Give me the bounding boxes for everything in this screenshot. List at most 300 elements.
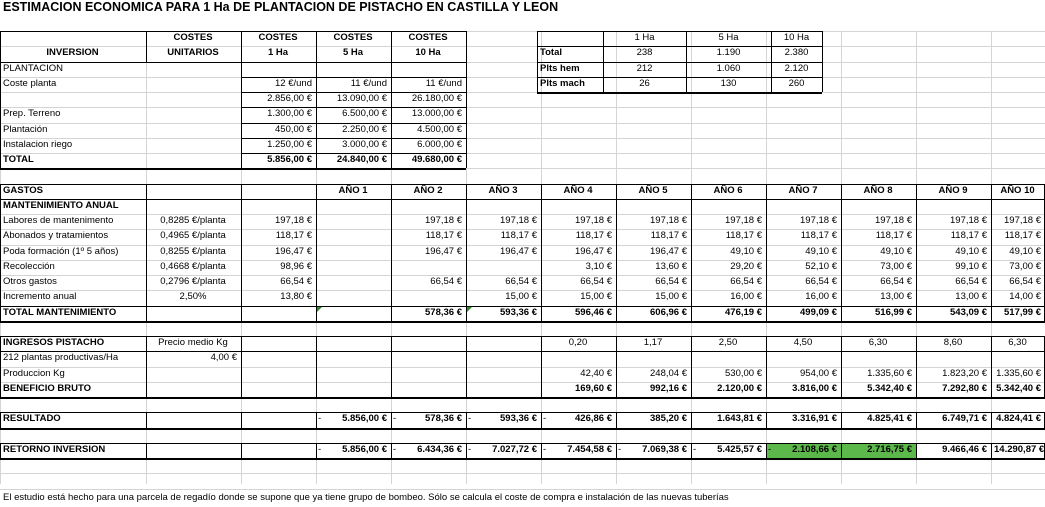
border-line bbox=[537, 46, 822, 47]
border-line bbox=[537, 31, 538, 92]
gastos-year-value[interactable]: 118,17 € bbox=[500, 230, 537, 241]
border-line bbox=[146, 31, 147, 62]
plants-header-1ha[interactable]: 1 Ha bbox=[634, 32, 655, 43]
beneficio-bruto-value[interactable]: 3.816,00 € bbox=[792, 383, 837, 394]
grid-line bbox=[0, 153, 1045, 154]
total-mantenimiento-value[interactable]: 476,19 € bbox=[725, 307, 762, 318]
negative-sign: - bbox=[693, 444, 697, 455]
gastos-year-value[interactable]: 118,17 € bbox=[1004, 230, 1041, 241]
gastos-unit-cost[interactable]: 0,8285 €/planta bbox=[160, 215, 226, 226]
border-line bbox=[0, 31, 1, 168]
gastos-base-value[interactable]: 196,47 € bbox=[275, 246, 312, 257]
beneficio-bruto-value[interactable] bbox=[469, 382, 537, 396]
gastos-base-value[interactable]: 118,17 € bbox=[275, 230, 312, 241]
gastos-year-value[interactable] bbox=[319, 229, 387, 243]
gastos-year-value[interactable]: 49,10 € bbox=[730, 246, 762, 257]
gastos-year-value[interactable] bbox=[394, 290, 462, 304]
comment-indicator-icon bbox=[467, 307, 472, 312]
gastos-year-value[interactable]: 66,54 € bbox=[730, 276, 762, 287]
header-costes-10ha[interactable]: COSTES bbox=[408, 32, 448, 43]
gastos-year-value[interactable]: 118,17 € bbox=[875, 230, 912, 241]
gastos-year-value[interactable]: 196,47 € bbox=[575, 246, 612, 257]
gastos-year-value[interactable]: 49,10 € bbox=[880, 246, 912, 257]
border-line bbox=[146, 412, 147, 428]
produccion-value[interactable]: 248,04 € bbox=[650, 368, 687, 379]
border-line bbox=[841, 412, 842, 428]
border-line bbox=[537, 31, 822, 32]
negative-sign: - bbox=[468, 444, 472, 455]
border-line bbox=[822, 31, 823, 92]
gastos-year-value[interactable]: 197,18 € bbox=[575, 215, 612, 226]
border-line bbox=[841, 184, 842, 321]
negative-sign: - bbox=[768, 444, 772, 455]
gastos-year-value[interactable]: 197,18 € bbox=[950, 215, 987, 226]
kg-per-plant[interactable]: 0,20 bbox=[568, 337, 588, 348]
kg-per-plant[interactable]: 8,60 bbox=[943, 337, 963, 348]
year-header[interactable]: AÑO 6 bbox=[713, 185, 743, 196]
border-line bbox=[991, 336, 992, 397]
inversion-value-5ha[interactable]: 24.840,00 € bbox=[336, 154, 387, 165]
plants-row-label[interactable]: Plts mach bbox=[540, 78, 585, 89]
gastos-unit-cost[interactable]: 0,4668 €/planta bbox=[160, 261, 226, 272]
border-line bbox=[691, 184, 692, 321]
mantenimiento-header[interactable]: MANTENIMIENTO ANUAL bbox=[3, 200, 119, 211]
plants-value[interactable]: 260 bbox=[788, 78, 805, 89]
gastos-year-value[interactable]: 73,00 € bbox=[1009, 261, 1041, 272]
border-line bbox=[241, 138, 466, 139]
gastos-base-value[interactable]: 66,54 € bbox=[280, 276, 312, 287]
border-line bbox=[146, 184, 147, 321]
inversion-value-1ha[interactable]: 450,00 € bbox=[275, 124, 312, 135]
header-costes-1ha[interactable]: COSTES bbox=[258, 32, 298, 43]
grid-line bbox=[0, 138, 1045, 139]
year-header[interactable]: AÑO 1 bbox=[338, 185, 368, 196]
gastos-year-value[interactable]: 15,00 € bbox=[505, 291, 537, 302]
gastos-year-value[interactable]: 197,18 € bbox=[800, 215, 837, 226]
gastos-year-value[interactable]: 196,47 € bbox=[650, 246, 687, 257]
header-costes-10ha[interactable]: 10 Ha bbox=[415, 47, 441, 58]
produccion-value[interactable]: 1.823,20 € bbox=[942, 368, 987, 379]
total-mantenimiento-value[interactable]: 516,99 € bbox=[875, 307, 912, 318]
border-line bbox=[541, 336, 542, 397]
gastos-label[interactable]: Otros gastos bbox=[3, 276, 57, 287]
border-line bbox=[0, 443, 1, 458]
border-line bbox=[537, 92, 822, 94]
plantas-productivas-label[interactable]: 212 plantas productivas/Ha bbox=[3, 352, 119, 363]
gastos-year-value[interactable]: 13,00 € bbox=[955, 291, 987, 302]
border-line bbox=[316, 184, 317, 321]
retorno-value[interactable]: 2.108,66 € bbox=[792, 444, 837, 455]
resultado-value[interactable]: 593,36 € bbox=[500, 413, 537, 424]
plants-value[interactable]: 1.190 bbox=[716, 47, 741, 58]
retorno-value[interactable]: 9.466,46 € bbox=[942, 444, 987, 455]
border-line bbox=[0, 458, 1045, 460]
precio-medio-label[interactable]: Precio medio Kg bbox=[158, 337, 228, 348]
inversion-value-1ha[interactable]: 1.300,00 € bbox=[267, 108, 312, 119]
border-line bbox=[916, 443, 917, 458]
gastos-year-value[interactable]: 13,60 € bbox=[655, 261, 687, 272]
border-line bbox=[541, 412, 542, 428]
gastos-base-value[interactable]: 197,18 € bbox=[275, 215, 312, 226]
year-header[interactable]: AÑO 4 bbox=[563, 185, 593, 196]
produccion-value[interactable]: 530,00 € bbox=[725, 368, 762, 379]
border-line bbox=[0, 184, 1, 321]
plants-value[interactable]: 238 bbox=[636, 47, 653, 58]
total-mantenimiento-label[interactable]: TOTAL MANTENIMIENTO bbox=[3, 307, 117, 318]
retorno-inversion-label[interactable]: RETORNO INVERSION bbox=[3, 444, 106, 455]
produccion-value[interactable] bbox=[319, 367, 387, 381]
border-line bbox=[991, 443, 992, 458]
gastos-year-value[interactable]: 3,10 € bbox=[585, 261, 612, 272]
produccion-value[interactable]: 1.335,60 € bbox=[996, 368, 1041, 379]
gastos-year-value[interactable]: 196,47 € bbox=[500, 246, 537, 257]
gastos-year-value[interactable]: 29,20 € bbox=[730, 261, 762, 272]
inversion-label[interactable]: TOTAL bbox=[3, 154, 34, 165]
beneficio-bruto-value[interactable]: 5.342,40 € bbox=[867, 383, 912, 394]
border-line bbox=[0, 336, 1, 397]
header-costes-unitarios[interactable]: COSTES bbox=[173, 32, 213, 43]
border-line bbox=[391, 184, 392, 321]
beneficio-bruto-value[interactable] bbox=[394, 382, 462, 396]
border-line bbox=[0, 428, 1045, 430]
border-line bbox=[391, 443, 392, 458]
gastos-label[interactable]: Incremento anual bbox=[3, 291, 77, 302]
produccion-label[interactable]: Produccion Kg bbox=[3, 368, 65, 379]
retorno-value[interactable]: 6.434,36 € bbox=[417, 444, 462, 455]
negative-sign: - bbox=[468, 413, 472, 424]
inversion-value-1ha[interactable] bbox=[244, 62, 312, 76]
border-line bbox=[241, 77, 466, 78]
inversion-label[interactable]: PLANTACION bbox=[3, 63, 64, 74]
negative-sign: - bbox=[618, 444, 622, 455]
header-costes-unitarios[interactable]: UNITARIOS bbox=[167, 47, 219, 58]
total-mantenimiento-value[interactable]: 578,36 € bbox=[425, 307, 462, 318]
border-line bbox=[466, 184, 467, 321]
plants-value[interactable]: 130 bbox=[720, 78, 737, 89]
produccion-value[interactable]: 1.335,60 € bbox=[867, 368, 912, 379]
inversion-value-10ha[interactable]: 26.180,00 € bbox=[411, 93, 462, 104]
year-header[interactable]: AÑO 3 bbox=[488, 185, 518, 196]
gastos-year-value[interactable] bbox=[319, 260, 387, 274]
plants-value[interactable]: 2.380 bbox=[784, 47, 809, 58]
gastos-year-value[interactable]: 118,17 € bbox=[575, 230, 612, 241]
border-line bbox=[771, 31, 772, 92]
gastos-label[interactable]: Labores de mantenimento bbox=[3, 215, 114, 226]
negative-sign: - bbox=[393, 413, 397, 424]
produccion-value[interactable]: 42,40 € bbox=[580, 368, 612, 379]
border-line bbox=[691, 412, 692, 428]
inversion-value-5ha[interactable]: 11 €/und bbox=[350, 78, 387, 89]
kg-per-plant[interactable]: 6,30 bbox=[1008, 337, 1027, 348]
beneficio-bruto-value[interactable]: 7.292,80 € bbox=[942, 383, 987, 394]
plants-value[interactable]: 1.060 bbox=[716, 63, 741, 74]
gastos-year-value[interactable]: 197,18 € bbox=[725, 215, 762, 226]
resultado-value[interactable]: 4.824,41 € bbox=[996, 413, 1041, 424]
gastos-year-value[interactable]: 13,00 € bbox=[880, 291, 912, 302]
border-line bbox=[541, 184, 542, 321]
resultado-value[interactable]: 426,86 € bbox=[575, 413, 612, 424]
inversion-value-1ha[interactable]: 2.856,00 € bbox=[267, 93, 312, 104]
gastos-year-value[interactable]: 15,00 € bbox=[580, 291, 612, 302]
beneficio-bruto-value[interactable]: 169,60 € bbox=[575, 383, 612, 394]
negative-sign: - bbox=[393, 444, 397, 455]
inversion-value-10ha[interactable]: 6.000,00 € bbox=[417, 139, 462, 150]
comment-indicator-icon bbox=[317, 307, 322, 312]
gastos-year-value[interactable]: 66,54 € bbox=[805, 276, 837, 287]
gastos-year-value[interactable]: 14,00 € bbox=[1009, 291, 1041, 302]
border-line bbox=[391, 336, 392, 397]
inversion-value-5ha[interactable]: 13.090,00 € bbox=[336, 93, 387, 104]
gastos-year-value[interactable]: 16,00 € bbox=[805, 291, 837, 302]
beneficio-bruto-value[interactable]: 2.120,00 € bbox=[717, 383, 762, 394]
gastos-year-value[interactable] bbox=[469, 260, 537, 274]
plants-header-10ha[interactable]: 10 Ha bbox=[783, 32, 810, 43]
total-mantenimiento-value[interactable]: 606,96 € bbox=[650, 307, 687, 318]
border-line bbox=[537, 62, 822, 63]
gastos-unit-cost[interactable]: 0,4965 €/planta bbox=[160, 230, 226, 241]
inversion-value-5ha[interactable]: 3.000,00 € bbox=[342, 139, 387, 150]
gastos-year-value[interactable]: 52,10 € bbox=[805, 261, 837, 272]
border-line bbox=[466, 336, 467, 397]
total-mantenimiento-value[interactable]: 593,36 € bbox=[500, 307, 537, 318]
gastos-year-value[interactable]: 197,18 € bbox=[500, 215, 537, 226]
beneficio-bruto-value[interactable]: 5.342,40 € bbox=[996, 383, 1041, 394]
border-line bbox=[241, 92, 466, 93]
year-header[interactable]: AÑO 8 bbox=[863, 185, 893, 196]
border-line bbox=[766, 184, 767, 321]
border-line bbox=[0, 168, 466, 170]
border-line bbox=[0, 397, 1045, 399]
gastos-year-value[interactable]: 118,17 € bbox=[425, 230, 462, 241]
year-header[interactable]: AÑO 7 bbox=[788, 185, 818, 196]
inversion-label[interactable] bbox=[3, 92, 142, 106]
border-line bbox=[991, 412, 992, 428]
gastos-label[interactable]: Poda formación (1º 5 años) bbox=[3, 246, 119, 257]
gastos-year-value[interactable]: 197,18 € bbox=[1004, 215, 1041, 226]
inversion-label[interactable]: Plantación bbox=[3, 124, 48, 135]
resultado-value[interactable]: 3.316,91 € bbox=[792, 413, 837, 424]
inversion-value-10ha[interactable] bbox=[394, 62, 462, 76]
header-costes-5ha[interactable]: 5 Ha bbox=[342, 47, 364, 58]
header-inversion[interactable]: INVERSION bbox=[46, 47, 99, 58]
retorno-value[interactable]: 7.454,58 € bbox=[567, 444, 612, 455]
total-mantenimiento-value[interactable]: 596,46 € bbox=[575, 307, 612, 318]
year-header[interactable]: AÑO 9 bbox=[938, 185, 968, 196]
border-line bbox=[541, 443, 542, 458]
beneficio-bruto-label[interactable]: BENEFICIO BRUTO bbox=[3, 383, 91, 394]
kg-per-plant[interactable] bbox=[394, 336, 462, 350]
gastos-label[interactable]: Recolección bbox=[3, 261, 55, 272]
resultado-value[interactable]: 5.856,00 € bbox=[342, 413, 387, 424]
gastos-year-value[interactable]: 49,10 € bbox=[805, 246, 837, 257]
ingresos-header[interactable]: INGRESOS PISTACHO bbox=[3, 337, 105, 348]
gastos-year-value[interactable]: 118,17 € bbox=[800, 230, 837, 241]
border-line bbox=[241, 123, 466, 124]
border-line bbox=[391, 31, 392, 168]
negative-sign: - bbox=[318, 413, 322, 424]
resultado-value[interactable]: 385,20 € bbox=[650, 413, 687, 424]
gastos-year-value[interactable]: 49,10 € bbox=[955, 246, 987, 257]
year-header[interactable]: AÑO 10 bbox=[1000, 185, 1035, 196]
plants-row-label[interactable]: Total bbox=[540, 47, 562, 58]
plants-value[interactable]: 212 bbox=[636, 63, 653, 74]
border-line bbox=[0, 62, 466, 63]
border-line bbox=[616, 184, 617, 321]
border-line bbox=[766, 412, 767, 428]
retorno-value[interactable]: 5.425,57 € bbox=[717, 444, 762, 455]
border-line bbox=[241, 443, 242, 458]
kg-per-plant[interactable] bbox=[469, 336, 537, 350]
retorno-value[interactable]: 7.069,38 € bbox=[642, 444, 687, 455]
border-line bbox=[391, 412, 392, 428]
total-mantenimiento-value[interactable]: 517,99 € bbox=[1004, 307, 1041, 318]
border-line bbox=[0, 321, 1045, 323]
retorno-value[interactable]: 7.027,72 € bbox=[492, 444, 537, 455]
gastos-year-value[interactable]: 66,54 € bbox=[1009, 276, 1041, 287]
inversion-value-5ha[interactable] bbox=[319, 62, 387, 76]
gastos-year-value[interactable]: 197,18 € bbox=[425, 215, 462, 226]
border-line bbox=[466, 443, 467, 458]
gastos-year-value[interactable]: 197,18 € bbox=[650, 215, 687, 226]
gastos-year-value[interactable]: 118,17 € bbox=[950, 230, 987, 241]
gastos-year-value[interactable]: 99,10 € bbox=[955, 261, 987, 272]
gastos-year-value[interactable]: 73,00 € bbox=[880, 261, 912, 272]
inversion-value-10ha[interactable]: 4.500,00 € bbox=[417, 124, 462, 135]
produccion-value[interactable] bbox=[469, 367, 537, 381]
border-line bbox=[0, 412, 1045, 413]
border-line bbox=[0, 412, 1, 428]
border-line bbox=[916, 184, 917, 321]
year-header[interactable]: AÑO 5 bbox=[638, 185, 668, 196]
retorno-value[interactable]: 5.856,00 € bbox=[342, 444, 387, 455]
gastos-year-value[interactable] bbox=[319, 245, 387, 259]
gastos-year-value[interactable]: 49,10 € bbox=[1009, 246, 1041, 257]
border-line bbox=[603, 31, 604, 92]
inversion-value-10ha[interactable]: 11 €/und bbox=[425, 78, 462, 89]
border-line bbox=[241, 412, 242, 428]
retorno-value[interactable]: 2.716,75 € bbox=[867, 444, 912, 455]
gastos-year-value[interactable]: 66,54 € bbox=[580, 276, 612, 287]
gastos-year-value[interactable]: 66,54 € bbox=[880, 276, 912, 287]
gastos-year-value[interactable] bbox=[319, 214, 387, 228]
gastos-year-value[interactable]: 118,17 € bbox=[650, 230, 687, 241]
gastos-unit-cost[interactable]: 0,2796 €/planta bbox=[160, 276, 226, 287]
gastos-year-value[interactable]: 66,54 € bbox=[955, 276, 987, 287]
negative-sign: - bbox=[543, 444, 547, 455]
header-costes-1ha[interactable]: 1 Ha bbox=[267, 47, 289, 58]
resultado-value[interactable]: 6.749,71 € bbox=[942, 413, 987, 424]
inversion-value-10ha[interactable]: 13.000,00 € bbox=[411, 108, 462, 119]
gastos-year-value[interactable] bbox=[319, 290, 387, 304]
border-line bbox=[916, 336, 917, 397]
gastos-year-value[interactable] bbox=[319, 275, 387, 289]
plants-row-label[interactable]: Plts hem bbox=[540, 63, 580, 74]
border-line bbox=[616, 336, 617, 397]
precio-medio-value[interactable]: 4,00 € bbox=[210, 352, 237, 363]
border-line bbox=[0, 199, 1045, 200]
inversion-value-5ha[interactable]: 6.500,00 € bbox=[342, 108, 387, 119]
inversion-label[interactable]: Prep. Terreno bbox=[3, 108, 61, 119]
inversion-value-5ha[interactable]: 2.250,00 € bbox=[342, 124, 387, 135]
kg-per-plant[interactable] bbox=[319, 336, 387, 350]
produccion-value[interactable] bbox=[394, 367, 462, 381]
border-line bbox=[766, 336, 767, 397]
gastos-unit-cost[interactable]: 2,50% bbox=[179, 291, 207, 302]
gastos-year-value[interactable]: 15,00 € bbox=[655, 291, 687, 302]
border-line bbox=[241, 153, 466, 154]
border-line bbox=[537, 77, 822, 78]
plants-header-5ha[interactable]: 5 Ha bbox=[718, 32, 739, 43]
kg-per-plant[interactable]: 2,50 bbox=[718, 337, 738, 348]
grid-line bbox=[0, 92, 1045, 93]
inversion-value-1ha[interactable]: 1.250,00 € bbox=[267, 139, 312, 150]
total-mantenimiento-value[interactable]: 543,09 € bbox=[950, 307, 987, 318]
resultado-value[interactable]: 4.825,41 € bbox=[867, 413, 912, 424]
gastos-year-value[interactable]: 196,47 € bbox=[425, 246, 462, 257]
gastos-year-value[interactable]: 197,18 € bbox=[875, 215, 912, 226]
gastos-year-value[interactable]: 118,17 € bbox=[725, 230, 762, 241]
border-line bbox=[241, 336, 242, 397]
beneficio-bruto-value[interactable] bbox=[319, 382, 387, 396]
border-line bbox=[991, 184, 992, 321]
gastos-header[interactable]: GASTOS bbox=[3, 185, 43, 196]
inversion-label[interactable]: Instalacion riego bbox=[3, 139, 73, 150]
plants-value[interactable]: 26 bbox=[639, 78, 650, 89]
gastos-base-value[interactable]: 13,80 € bbox=[280, 291, 312, 302]
inversion-label[interactable]: Coste planta bbox=[3, 78, 57, 89]
gastos-unit-cost[interactable]: 0,8255 €/planta bbox=[160, 246, 226, 257]
gastos-year-value[interactable]: 66,54 € bbox=[430, 276, 462, 287]
inversion-value-1ha[interactable]: 12 €/und bbox=[275, 78, 312, 89]
gastos-year-value[interactable]: 66,54 € bbox=[655, 276, 687, 287]
total-mantenimiento-value[interactable] bbox=[319, 306, 387, 320]
border-line bbox=[616, 412, 617, 428]
gastos-year-value[interactable]: 66,54 € bbox=[505, 276, 537, 287]
retorno-value[interactable]: 14.290,87 € bbox=[994, 444, 1045, 455]
resultado-label[interactable]: RESULTADO bbox=[3, 413, 61, 424]
grid-line bbox=[0, 489, 1045, 490]
border-line bbox=[241, 184, 242, 321]
kg-per-plant[interactable]: 6,30 bbox=[868, 337, 888, 348]
gastos-year-value[interactable] bbox=[394, 260, 462, 274]
border-line bbox=[146, 443, 147, 458]
border-line bbox=[616, 443, 617, 458]
gastos-label[interactable]: Abonados y tratamientos bbox=[3, 230, 109, 241]
border-line bbox=[691, 336, 692, 397]
beneficio-bruto-value[interactable]: 992,16 € bbox=[650, 383, 687, 394]
resultado-value[interactable]: 578,36 € bbox=[425, 413, 462, 424]
border-line bbox=[691, 443, 692, 458]
total-mantenimiento-value[interactable]: 499,09 € bbox=[800, 307, 837, 318]
year-header[interactable]: AÑO 2 bbox=[413, 185, 443, 196]
border-line bbox=[841, 443, 842, 458]
header-costes-5ha[interactable]: COSTES bbox=[333, 32, 373, 43]
kg-per-plant[interactable]: 1,17 bbox=[643, 337, 663, 348]
inversion-value-1ha[interactable]: 5.856,00 € bbox=[267, 154, 312, 165]
border-line bbox=[466, 31, 467, 168]
plants-value[interactable]: 2.120 bbox=[784, 63, 809, 74]
negative-sign: - bbox=[543, 413, 547, 424]
resultado-value[interactable]: 1.643,81 € bbox=[717, 413, 762, 424]
gastos-base-value[interactable]: 98,96 € bbox=[280, 261, 312, 272]
inversion-value-10ha[interactable]: 49.680,00 € bbox=[411, 154, 462, 165]
negative-sign: - bbox=[318, 444, 322, 455]
border-line bbox=[686, 31, 687, 92]
grid-line bbox=[0, 473, 1045, 474]
gastos-year-value[interactable]: 16,00 € bbox=[730, 291, 762, 302]
produccion-value[interactable]: 954,00 € bbox=[800, 368, 837, 379]
kg-per-plant[interactable]: 4,50 bbox=[793, 337, 813, 348]
